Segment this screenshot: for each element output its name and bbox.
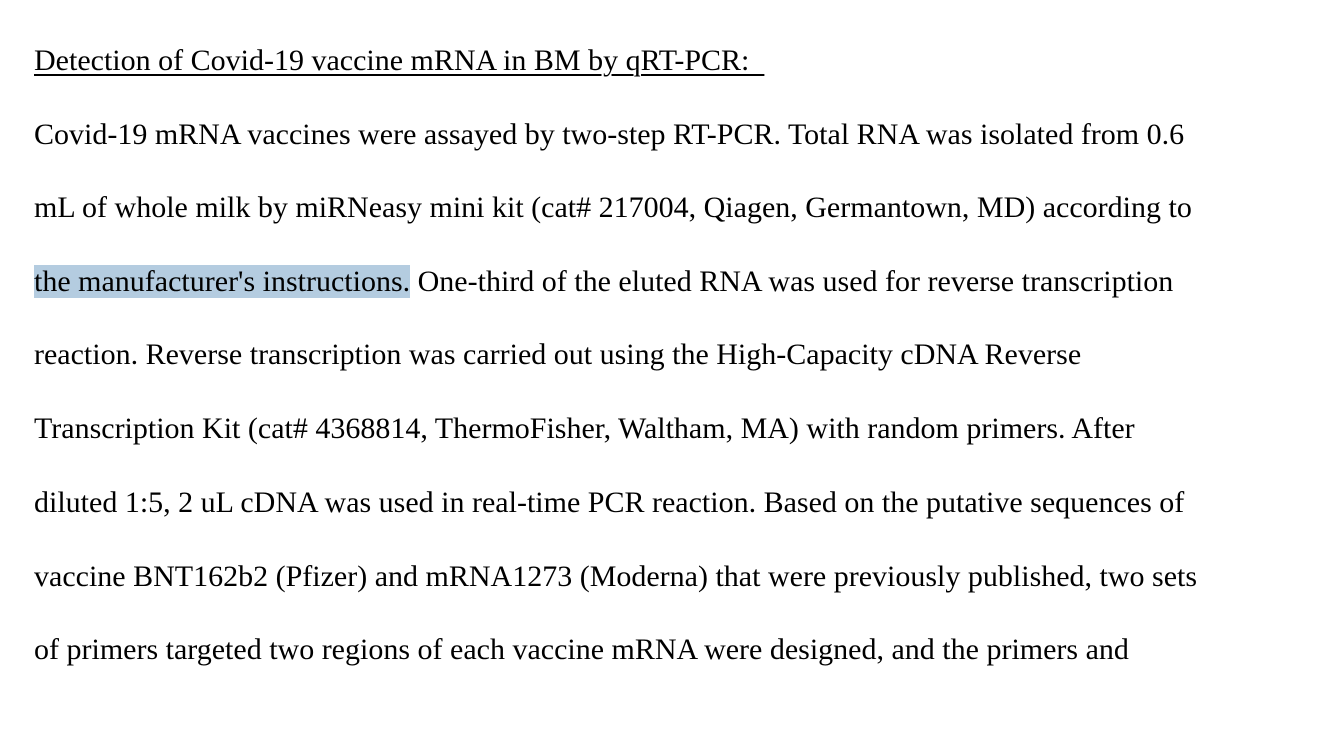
selected-text-highlight[interactable]: the manufacturer's instructions. [34, 265, 411, 298]
paragraph-line-3 [34, 264, 1173, 300]
section-heading: Detection of Covid-19 vaccine mRNA in BM by qRT-PCR: [34, 44, 765, 77]
paragraph-line-8: of primers targeted two regions of each vaccine mRNA were designed, and the primers and [34, 633, 1129, 666]
paragraph-line-2: mL of whole milk by miRNeasy mini kit (cat# 217004, Qiagen, Germantown, MD) according to [34, 191, 1192, 224]
paragraph-line-3-rest: One-third of the eluted RNA was used for reverse transcription [410, 265, 1174, 298]
paragraph-line-1: Covid-19 mRNA vaccines were assayed by two-step RT-PCR. Total RNA was isolated from 0.6 [34, 118, 1185, 151]
paragraph-line-4: reaction. Reverse transcription was carried out using the High-Capacity cDNA Reverse [34, 338, 1082, 371]
paragraph-line-7: vaccine BNT162b2 (Pfizer) and mRNA1273 (Moderna) that were previously published, two sets [34, 560, 1198, 593]
paragraph-line-5: Transcription Kit (cat# 4368814, ThermoFisher, Waltham, MA) with random primers. After [34, 412, 1135, 445]
paragraph-line-6: diluted 1:5, 2 uL cDNA was used in real-time PCR reaction. Based on the putative sequences of [34, 486, 1185, 519]
